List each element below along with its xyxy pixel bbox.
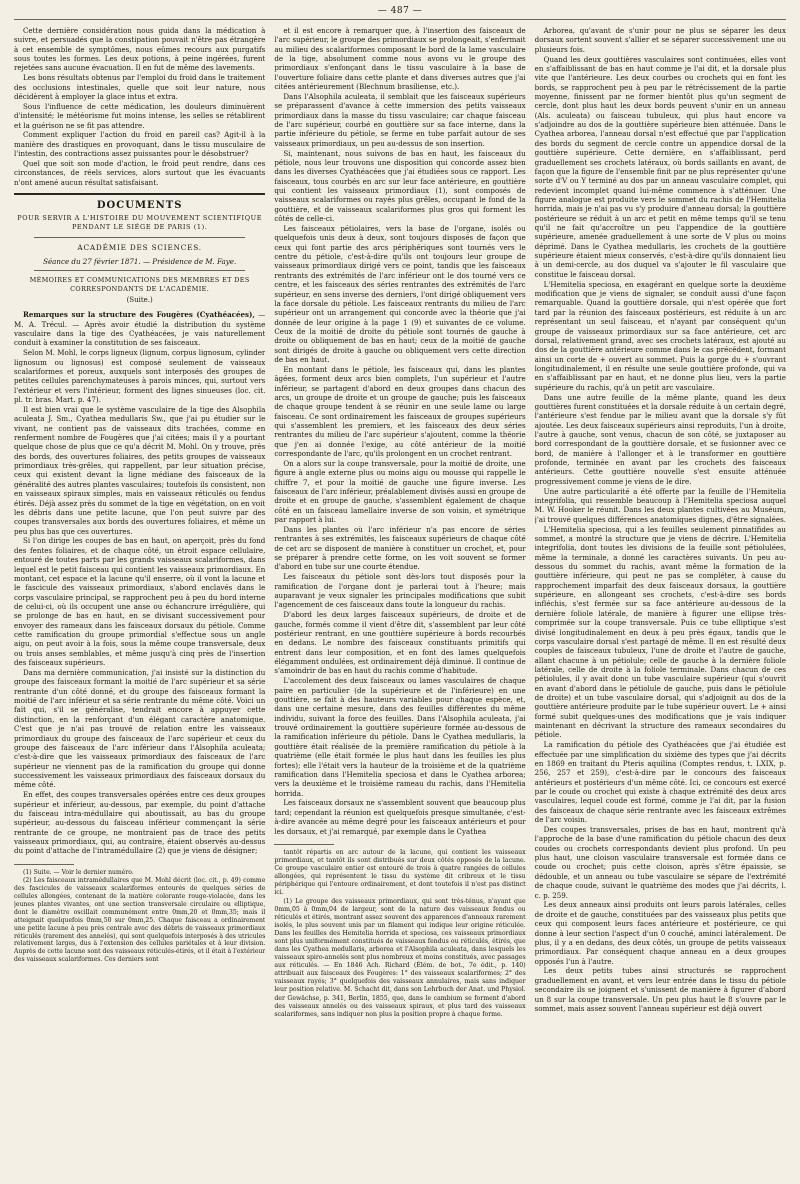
footnote: tantôt répartis en arc autour de la lacune, qui contient les vaisseaux primordiaux, et tantôt ils sont distribués sur deux côtés opposés de la lacune. Ce groupe vasculaire entier est entouré de trois à quatre rangées de cellules allongées, qui représentent le tissu du système dit cribreux et le tissu périphérique qui l'entoure ordinairement, et dont toutefois il n'est pas distinct ici.	[274, 848, 526, 897]
paragraph: La ramification du pétiole des Cyathéacées que j'ai étudiée est effectuée par une simplification du sixième des types que j'ai décrits en 1869 en traitant du Pteris aquilina (Comptes rendus, t. LXIX, p. 256, 257 et 259), c'est-à-dire par le concours des faisceaux antérieurs et postérieurs d'un même côté. Ici, ce concours est exercé par le coude ou crochet qui existe à chaque extrémité des deux arcs vasculaires, lequel coude est formé, comme je l'ai dit, par la fusion des faisceaux de chaque série rentrante avec les faisceaux extrêmes de l'arc voisin.	[534, 740, 786, 825]
paragraph: L'Hemitelia speciosa, qui a les feuilles seulement pinnatifides au sommet, a montré la structure que je viens de décrire. L'Hemitelia integrifolia, dont toutes les divisions de la feuille sont pétiolulées, même la terminale, a donné les caractères suivants. Un peu au-dessous du sommet du rachis, avant même la formation de la gouttière inférieure, qui peut ne pas se compléter, à cause du rapprochement imparfait des deux faisceaux dorsaux, la gouttière supérieure, en allongeant ses crochets, c'est-à-dire ses bords infléchis, s'est fermée sur sa face antérieure au-dessous de la dernière foliole latérale, de manière à figurer une ellipse très-comprimée sur la coupe transversale. Puis ce tube elliptique s'est divisé longitudinalement en deux à peu près égaux, tandis que le corps vasculaire dorsal s'est partagé de même. Il en est résulté deux couples de faisceaux tubuleux, l'une de droite et l'autre de gauche, allant chacune à un pétiolule; celle de gauche à la dernière foliole latérale, celle de droite à la foliole terminale. Dans chacun de ces pétiolules, il y avait donc un tube vasculaire supérieur (qui s'ouvrit en avant d'abord dans le pétiolule de gauche, puis dans le pétiolule de droite) et un tube vasculaire dorsal, qui s'adjoignit au dos de la gouttière antérieure produite par le tube supérieur ouvert. Le + ainsi formé subit quelques-unes des modifications que je vais indiquer maintenant en décrivant la structure des rameaux secondaires du pétiole.	[534, 524, 786, 740]
academy-heading: ACADÉMIE DES SCIENCES.	[77, 243, 202, 253]
paragraph: Dans une autre feuille de la même plante, quand les deux gouttières furent constituées et la dorsale réduite à un certain degré, l'antérieure s'est fendue par le milieu avant que la dorsale s'y fût ajoutée. Les deux faisceaux supérieurs ainsi reproduits, l'un à droite, l'autre à gauche, sont venus, chacun de son côté, se juxtaposer au bord correspondant de la gouttière dorsale, et se fusionner avec ce bord, de manière à l'allonger et à le transformer en gouttière profonde, terminée en avant par les crochets des faisceaux antérieurs. Cette gouttière nouvelle s'est ensuite atténuée progressivement comme je viens de le dire.	[534, 392, 786, 486]
paragraph: Les deux petits tubes ainsi structurés se rapprochent graduellement en avant, et vers leur entrée dans le tissu du pétiole secondaire ils se joignent et s'unissent de manière à figurer d'abord un 8 sur la coupe transversale. Un peu plus haut le 8 s'ouvre par le sommet, mais assez souvent l'anneau supérieur est déjà ouvert	[534, 966, 786, 1013]
paragraph: Les faisceaux pétiolaires, vers la base de l'organe, isolés ou quelquefois unis deux à deux, sont toujours disposés de façon que ceux qui font partie des arcs périphériques sont tournés vers le centre du pétiole, c'est-à-dire qu'ils ont toujours leur groupe de vaisseaux primordiaux dirigé vers ce point, tandis que les faisceaux rentrants des extrémités de l'arc inférieur ont le dos tourné vers ce centre, et les faisceaux des séries rentrantes des extrémités de l'arc supérieur, en sens inverse des derniers, l'ont dirigé obliquement vers la face dorsale du pétiole. Les faisceaux rentrants du milieu de l'arc supérieur ont un arrangement qui concorde avec la théorie que j'ai donnée de leur origine à la page 1 (9) et suivantes de ce volume. Ceux de la moitié de droite du pétiole sont tournés de gauche à droite ou obliquement de bas en haut; ceux de la moitié de gauche sont dirigés de droite à gauche ou obliquement vers cette direction de bas en haut.	[274, 224, 526, 365]
column-right	[535, 26, 786, 1181]
footnote: (2) Les faisceaux intramédullaires que M. Mohl décrit (loc. cit., p. 49) comme des fascicules de vaisseaux scalariformes entourés de quelques séries de cellules allongées, contenant de la matière colorante rouge-violacée, dans les jeunes plantes vivantes, ont une section transversale circulaire ou elliptique, dont le diamètre oscillait communément entre 0mm,20 et 0mm,35; mais il atteignait quelquefois 0mm,50 sur 0mm,25. Chaque faisceau a ordinairement une petite lacune à peu près centrale avec des débris de vaisseaux primordiaux réticulés (rarement des annelés), qui sont quelquefois interposés à des utricules relativement larges, dus à l'extension des cellules pariétales et à leur division. Auprès de cette lacune sont des vaisseaux réticulés-étirés, et il était à l'extérieur des vaisseaux scalariformes. Ces derniers sont	[14, 877, 266, 964]
paragraph: Il est bien vrai que le système vasculaire de la tige des Alsophila aculeata J. Sm., Cyathea medullaris Sw., que j'ai pu étudier sur le vivant, ne contient pas de vaisseaux dits trachées, comme en renferment nombre de Fougères que j'ai citées; mais il y a pourtant quelque chose de plus que ce qu'a décrit M. Mohl. On y trouve, près des bords, des ouvertures foliaires, des petits groupes de vaisseaux primordiaux très-grêles, qui rappellent, par leur situation précise, ceux qui existent devant la ligne médiane des faisceaux de la généralité des autres plantes vasculaires; toutefois ils consistent, non en vaisseaux spiraux simples, mais en vaisseaux réticulés ou fendus étirés. Déjà assez près du sommet de la tige en végétation, on en voit les débris dans une petite lacune, que l'on peut suivre par des coupes transversales aux bords des ouvertures foliaires, et même un peu plus bas que ces ouvertures.	[14, 404, 266, 536]
paragraph: et il est encore à remarquer que, à l'insertion des faisceaux de l'arc supérieur, le groupe des primordiaux se prolongeait, s'enfermait au milieu des scalariformes composant le bord de la lame vasculaire de la tige, absolument comme nous avons vu le groupe des primordiaux s'enfonçant dans le tissu vasculaire à la base de l'ouverture foliaire dans cette plante et dans diverses autres que j'ai citées antérieurement (Blechnum brasiliense, etc.).	[274, 26, 526, 92]
suite-label: (Suite.)	[126, 296, 153, 305]
intro-text	[14, 26, 265, 187]
paragraph: Si, maintenant, nous suivons de bas en haut, les faisceaux du pétiole, nous leur trouvons une disposition qui concorde assez bien dans les diverses Cyathéacées que j'ai étudiées sous ce rapport. Les faisceaux, tous courbés en arc sur leur face antérieure, en gouttière qui contient les vaisseaux primordiaux (1), sont composés de vaisseaux scalariformes ou rayés plus grêles, occupant le fond de la gouttière, et de vaisseaux scalariformes plus gros qui forment les côtés de celle-ci.	[274, 148, 526, 224]
paragraph: Cette dernière considération nous guida dans la médication à suivre, et persuadés que la constipation pouvait n'être pas étrangère à cet ensemble de symptômes, nous eûmes recours aux purgatifs sous toutes les formes. Les deux potions, à peine ingérées, furent rejetées sans aucune évacuation. Il en fut de même des lavements.	[14, 26, 266, 73]
article-lead-text: — Après avoir étudié la distribution du système vasculaire dans la tige des Cyathéacées, je vais naturellement conduit à examiner la constitution de ses faisceaux.	[14, 319, 266, 348]
paragraph: Une autre particularité a été offerte par la feuille de l'Hemitelia integrifolia, qui ressemble beaucoup à l'Hemitelia speciosa auquel M. W. Hooker le réunit. Dans les deux plantes cultivées au Muséum, j'ai trouvé quelques différences anatomiques dignes, d'être signalées.	[534, 486, 786, 524]
paragraph: On a alors sur la coupe transversale, pour la moitié de droite, une figure à angle externe plus ou moins aigu ou mousse qui rappelle le chiffre 7, et pour la moitié de gauche une figure inverse. Les faisceaux de l'arc inférieur, préalablement divisés aussi en groupe de droite et en groupe de gauche, s'assemblent également de chaque côté en un faisceau lamellaire inverse de son voisin, et symétrique par rapport à lui.	[274, 459, 526, 525]
paragraph: Selon M. Mohl, le corps ligneux (lignum, corpus lignosum, cylinder lignosum ou lignosus) est composé seulement de vaisseaux scalariformes et poreux, auxquels sont interposés des groupes de petites cellules parenchymateuses à parois minces, qui, surtout vers l'extérieur et vers l'intérieur, forment des lignes sinueuses (loc. cit. pl. tr. bras. Mart. p. 47).	[14, 348, 266, 405]
paragraph: En montant dans le pétiole, les faisceaux qui, dans les plantes âgées, forment deux arcs bien complets, l'un supérieur et l'autre inférieur, se partagent d'abord en deux groupes dans chacun des arcs, un groupe de droite et un groupe de gauche; puis les faisceaux de chaque groupe tendent à se réunir en une seule lame ou large faisceau. Ce sont ordinairement les faisceaux de groupes supérieurs qui s'assemblent les premiers, et les faisceaux des deux séries rentrantes du milieu de l'arc supérieur s'ajoutent, comme la théorie que j'en ai donnée l'exige, au côté antérieur de la moitié correspondante de l'arc, qu'ils prolongent en un crochet rentrant.	[274, 364, 526, 459]
section-title: DOCUMENTS	[96, 200, 183, 212]
paragraph: Si l'on dirige les coupes de bas en haut, on aperçoit, près du fond des fentes foliaires, et de chaque côté, un étroit espace cellulaire, entouré de toutes parts par les grands vaisseaux scalariformes, dans lequel est le petit faisceau qui contient les vaisseaux primordiaux. En montant, cet espace et la lacune qu'il enserre, où il vont la lacune et le fascicule des vaisseaux primordiaux, s'abord enclavés dans le corps vasculaire principal, se rapprochent peu à peu du bord interne de celui-ci, où ils occupent une anse ou échancrure irrégulière, qui se prolonge de bas en haut, en se divisant successivement pour envoyer des rameaux dans les faisceaux dorsaux du pétiole. Comme cette ramification du groupe primordial s'effectue sous un angle aigu, on peut avoir à la fois, sous la même coupe transversale, deux ou trois anses semblables, et même jusqu'à cinq près de l'insertion des faisceaux supérieurs.	[14, 536, 266, 668]
paragraph: Les bons résultats obtenus par l'emploi du froid dans le traitement des occlusions intestinales, quelle que soit leur nature, nous décidèrent à employer la glace intus et extra.	[14, 73, 266, 102]
article-author: — M. A. Trécul.	[14, 310, 266, 329]
paragraph: Comment expliquer l'action du froid en pareil cas? Agit-il à la manière des drastiques en provoquant, dans le tissu musculaire de l'intestin, des contractions assez puissantes pour le désobstruer?	[14, 130, 266, 159]
section-subtitle: POUR SERVIR A L'HISTOIRE DU MOUVEMENT SCIENTIFIQUE PENDANT LE SIÉGE DE PARIS (1).	[17, 214, 263, 231]
paragraph: Dans ma dernière communication, j'ai insisté sur la distinction du groupe des faisceaux formant la moitié de l'arc supérieur et sa série rentrante d'un côté donné, et du groupe des faisceaux formant la moitié de l'arc inférieur et sa série rentrante du même côté. Voici un fait qui, s'il se généralise, tendrait encore à appuyer cette distinction, en la renforçant d'un élégant caractère anatomique. C'est que je n'ai pas trouvé de relation entre les vaisseaux primordiaux du groupe des faisceaux de l'arc supérieur et ceux du groupe des faisceaux de l'arc inférieur dans l'Alsophila aculeata; c'est-à-dire que les vaisseaux primordiaux des faisceaux de l'arc supérieur ne viennent pas de la ramification du groupe qui donne successivement les vaisseaux primordiaux des faisceaux dorsaux du même côté.	[14, 667, 266, 790]
column-left	[14, 26, 265, 1181]
paragraph: Des coupes transversales, prises de bas en haut, montrent qu'à l'approche de la base d'une ramification du pétiole chacun des deux coudes ou crochets correspondants devient plus profond. Un peu plus haut, une cloison vasculaire transversale est formée dans ce coude ou crochet; puis cette cloison, après s'être épaissie, se dédouble, et un anneau ou tube vasculaire se sépare de l'extrémité de chaque coude, suivant le quatrième des modes que j'ai décrits, l. c. p. 259.	[534, 825, 786, 900]
paragraph: D'abord les deux larges faisceaux supérieurs, de droite et de gauche, formés comme il vient d'être dit, s'assemblent par leur côté postérieur rentrant, en une gouttière supérieure à bords recourbés en dedans. Le nombre des faisceaux constituants primitifs qui entrent dans leur composition, et en font des lames quelquefois élégamment ondulées, est ordinairement déjà diminué. Il continue de s'amoindrir de bas en haut du rachis comme d'habitude.	[274, 610, 526, 676]
paragraph: L'accolement des deux faisceaux ou lames vasculaires de chaque paire en particulier (de la supérieure et de l'inférieure) en une gouttière, se fait à des hauteurs variables pour chaque espèce, et, dans une certaine mesure, dans des feuilles différentes du même individu, suivant la force des feuilles. Dans l'Alsophila aculeata, j'ai trouvé ordinairement la gouttière supérieure formée au-dessous de la ramification inférieure du pétiole. Dans le Cyathea medullaris, la gouttière était réalisée de la première ramification du pétiole à la quatrième (elle était formée le plus haut dans les feuilles les plus fortes); elle l'était vers la hauteur de la troisième et de la quatrième ramification dans l'Hemitelia speciosa et dans le Cyathea arborea; vers la deuxième et le troisième rameau du rachis, dans l'Hemitelia horrida.	[274, 676, 526, 798]
footnote-divider	[274, 844, 334, 845]
article-lead	[14, 310, 265, 347]
paragraph: L'Hemitelia speciosa, en exagérant en quelque sorte la deuxième modification que je viens de signaler, se conduit aussi d'une façon remarquable. Quand la gouttière dorsale, qui n'est opérée que fort tard par la réunion des faisceaux postérieurs, est réduite à un arc représentant un seul faisceau, et n'ayant par conséquent qu'un groupe de vaisseaux primordiaux sur sa face antérieure, cet arc dorsal, relativement grand, avec ses crochets latéraux, est ajouté au dos de la gouttière antérieure comme dans le cas précédent, formant ainsi un corte de + ouvert au sommet. Puis la gorge du + s'ouvrant longitudinalement, il en résulte une seule gouttière profonde, qui va en s'affaiblissant par en haut, et ne donne plus lieu, vers la partie supérieure du rachis, qu'à un petit arc vasculaire.	[534, 279, 786, 392]
paragraph: Dans les plantes où l'arc inférieur n'a pas encore de séries rentrantes à ses extrémités, les faisceaux supérieurs de chaque côté de cet arc se disposent de manière à constituer un crochet, et, pour se préparer à prendre cette forme, on les voit souvent se former d'abord en tube sur une courte étendue.	[274, 525, 526, 572]
section-divider	[14, 193, 265, 195]
footnote: (1) Le groupe des vaisseaux primordiaux, qui sont très-ténus, n'ayant que 0mm,05 à 0mm,04 de largeur, sont de la nature des vaisseaux fendus ou réticulés et étirés, montrant assez souvent des apparences d'anneaux rarement isolés, le plus souvent unis par un filament qui indique leur origine réticulée. Dans les feuilles des Hemitelia horrida et speciosa, ces vaisseaux primordiaux sont plus uniformément constitués de vaisseaux fendus ou réticulés, étirés, que dans les Cyathea medullaris, arborea et l'Alsophila aculeata, dans lesquels les vaisseaux spiro-annelés sont plus nombreux et moins constitués, avec passages aux réticulés. — En 1846 Ach. Richard (Élém. de bot., 7e édit., p. 140) attribuait aux faisceaux des Fougères: 1° des vaisseaux scalariformes; 2° des vaisseaux rayés; 3° quelquefois des vaisseaux annulaires, mais sans indiquer leur position relative. M. Schacht dit, dans son Lehrbuch der Anat. und Physiol. der Gewächse, p. 341, Berlin, 1855, que, dans le cambium se forment d'abord des vaisseaux annelés ou des vaisseaux spiraux, et plus tard des vaisseaux scalariformes, sans indiquer non plus la position propre à chaque forme.	[274, 897, 526, 1018]
columns	[14, 26, 786, 1181]
footnote: (1) Suite. — Voir le dernier numéro.	[23, 868, 134, 876]
paragraph: Les deux anneaux ainsi produits ont leurs parois latérales, celles de droite et de gauche, constituées par des vaisseaux plus petits que ceux qui composent leurs faces antérieure et postérieure, ce qui donne à leur section l'aspect d'un 0 couché, aminci latéralement. De plus, il y a en dedans, des deux côtés, un groupe de petits vaisseaux primordiaux. Par conséquent chaque anneau en a deux groupes opposés l'un à l'autre.	[534, 900, 786, 966]
divider	[34, 270, 245, 271]
paragraph: Les faisceaux dorsaux ne s'assemblent souvent que beaucoup plus tard; cependant la réunion est quelquefois presque simultanée, c'est-à-dire avancée au même degré pour les faisceaux antérieurs et pour les dorsaux, et j'ai remarqué, par exemple dans le Cyathea	[274, 798, 526, 836]
footnote-divider	[14, 864, 74, 865]
memoires-heading: MÉMOIRES ET COMMUNICATIONS DES MEMBRES ET DES CORRESPONDANTS DE L'ACADÉMIE.	[29, 276, 250, 293]
seance-line: Séance du 27 février 1871. — Présidence de M. Faye.	[43, 257, 237, 267]
divider	[34, 237, 245, 238]
paragraph: En effet, des coupes transversales opérées entre ces deux groupes supérieur et inférieur, au-dessous, par exemple, du point d'attache du faisceau intra-médullaire qui aboutissait, au bas du groupe supérieur, au-dessous du faisceau inférieur commençant la série rentrante de ce groupe, ne montraient pas de trace des petits vaisseaux primordiaux, qui, au contraire, étaient observés au-dessus du point d'attache de l'intramédullaire (2) que je viens de désigner;	[14, 790, 266, 856]
paragraph: Arborea, qu'avant de s'unir pour ne plus se séparer les deux dorsaux sortent souvent s'allier et se séparer successivement une ou plusieurs fois.	[534, 26, 786, 54]
paragraph: Quel que soit son mode d'action, le froid peut rendre, dans ces circonstances, de réels services, alors surtout que les évacuants n'ont amené aucun résultat satisfaisant.	[14, 159, 266, 187]
column-middle	[274, 26, 525, 1181]
paragraph: Quand les deux gouttières vasculaires sont continuées, elles vont en s'affaiblissant de bas en haut comme je l'ai dit, et la dorsale plus vite que l'antérieure. Les deux courbes ou crochets qui en font les bords, se rapprochent peu à peu par le rétrécissement de la partie moyenne, finissent par ne former bientôt plus qu'un segment de cercle, dont plus haut les deux bords peuvent s'unir en un anneau (Als. aculeata) ou faisceau tubuleux, qui plus haut encore va s'adjoindre au dos de la gouttière supérieure bien atténuée. Dans le Cyathea arborea, l'anneau dorsal n'est effectué que par l'application des bords du segment de cercle contre un appendice dorsal de la gouttière supérieure. Cette dernière, en s'affaiblissant, perd graduellement ses crochets latéraux, où bords saillants en avant, de façon que la figure de l'ensemble finit par ne plus représenter qu'une sorte d'V ou Y terminé au dos par un anneau vasculaire complet, qui redevient incomplet quand lui-même commence à s'atténuer. Une figure analogue est produite vers le sommet du rachis de l'Hemitelia horrida, mais je n'ai pas vu s'y produire d'anneau dorsal; la gouttière postérieure se réduit à un arc et petit en même temps qu'il se tenu qu'il ne fait qu'accroître un peu l'appendice de la gouttière supérieure, amenée graduellement à une sorte de V plus ou moins déprimé. Dans le Cyathea medullaris, les crochets de la gouttière supérieure étaient mieux conservés, c'est-à-dire qu'ils donnaient lieu à un demi-cercle, au dos duquel va s'ajouter le fil vasculaire que constitue le faisceau dorsal.	[534, 54, 786, 279]
paragraph: Sous l'influence de cette médication, les douleurs diminuèrent d'intensité; le météorisme fut moins intense, les selles se rétablirent et la guérison ne se fit pas attendre.	[14, 101, 266, 130]
paragraph: Dans l'Alsophila aculeata, il semblait que les faisceaux supérieurs se préparassent d'avance à cette immersion des petits vaisseaux primordiaux dans la masse du tissu vasculaire; car chaque faisceau de l'arc supérieur, courbé en gouttière sur sa face interne, dans la partie inférieure du pétiole, se ferme en tube parfait autour de ses vaisseaux primordiaux, un peu au-dessus de son insertion.	[274, 92, 526, 148]
paragraph: Les faisceaux du pétiole sont dès-lors tout disposés pour la ramification de l'organe dont je parlerai tout à l'heure; mais auparavant je veux signaler les principales modifications que subit l'agencement de ces faisceaux dans toute la longueur du rachis.	[274, 572, 526, 610]
article-title: Remarques sur la structure des Fougères (Cyathéacées),	[23, 310, 255, 320]
page-folio: — 487 —	[14, 6, 786, 20]
